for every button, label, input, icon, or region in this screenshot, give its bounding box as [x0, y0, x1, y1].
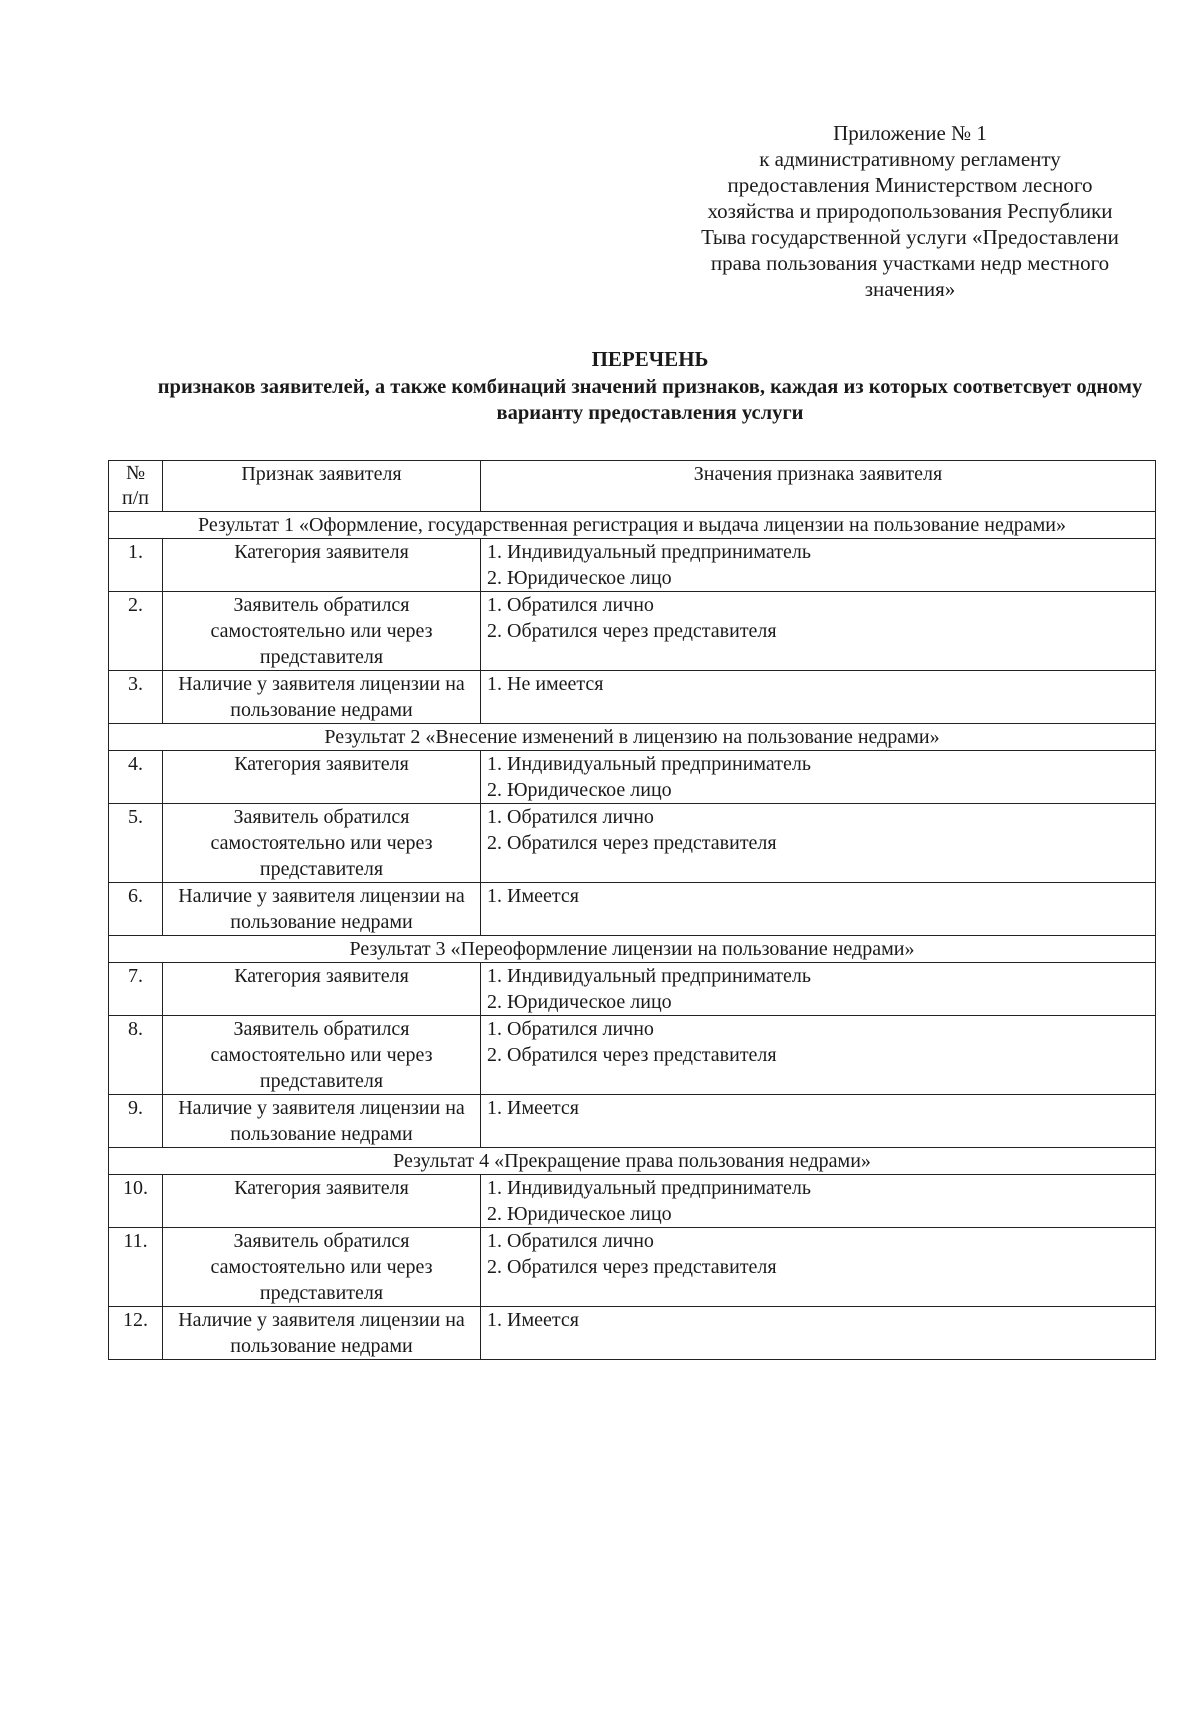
section-row: [109, 1148, 1156, 1175]
annex-line: предоставления Министерством лесного: [727, 173, 1093, 197]
row-number: 5.: [109, 804, 163, 883]
table-header-row: [109, 461, 1156, 512]
attribute-cell: Наличие у заявителя лицензии на пользование недрами: [163, 1095, 481, 1148]
attribute-cell: Наличие у заявителя лицензии на пользование недрами: [163, 883, 481, 936]
value-cell: [481, 1095, 1156, 1148]
section-title: Результат 1 «Оформление, государственная регистрация и выдача лицензии на пользование недрами»: [109, 512, 1156, 539]
row-number: 3.: [109, 671, 163, 724]
annex-line: хозяйства и природопользования Республики: [707, 199, 1113, 223]
annex-line: права пользования участками недр местного: [710, 251, 1110, 275]
value-item: 1. Индивидуальный предприниматель: [487, 965, 811, 987]
value-cell: [481, 1228, 1156, 1307]
value-item: 1. Обратился лично: [487, 806, 654, 828]
attribute-cell: Заявитель обратился самостоятельно или через представителя: [163, 804, 481, 883]
table-row: [109, 539, 1156, 592]
value-item: 2. Обратился через представителя: [487, 832, 777, 854]
section-title: Результат 2 «Внесение изменений в лицензию на пользование недрами»: [109, 724, 1156, 751]
document-title: ПЕРЕЧЕНЬ: [591, 347, 709, 371]
table-body: [109, 512, 1156, 1360]
row-number: 9.: [109, 1095, 163, 1148]
value-item: 1. Индивидуальный предприниматель: [487, 1177, 811, 1199]
table-row: [109, 751, 1156, 804]
value-cell: [481, 671, 1156, 724]
value-cell: [481, 804, 1156, 883]
table-row: [109, 963, 1156, 1016]
section-row: [109, 724, 1156, 751]
table-row: [109, 671, 1156, 724]
value-item: 1. Обратился лично: [487, 1230, 654, 1252]
section-row: [109, 936, 1156, 963]
header-value: Значения признака заявителя: [481, 461, 1156, 512]
header-number-line: п/п: [122, 487, 149, 509]
header-number-line: №: [125, 462, 146, 484]
attribute-cell: Наличие у заявителя лицензии на пользование недрами: [163, 1307, 481, 1360]
value-item: 2. Юридическое лицо: [487, 567, 672, 589]
table-row: [109, 1095, 1156, 1148]
annex-header: [655, 120, 1165, 302]
header-number: [109, 461, 163, 512]
value-cell: [481, 1016, 1156, 1095]
document-subtitle: признаков заявителей, а также комбинаций значений признаков, каждая из которых соответсвует одному варианту предоставления услуги: [157, 376, 1143, 424]
value-cell: [481, 963, 1156, 1016]
value-cell: [481, 751, 1156, 804]
table-row: [109, 1307, 1156, 1360]
value-cell: [481, 592, 1156, 671]
value-item: 2. Обратился через представителя: [487, 620, 777, 642]
value-item: 2. Юридическое лицо: [487, 779, 672, 801]
annex-line: к административному регламенту: [759, 147, 1061, 171]
section-title: Результат 3 «Переоформление лицензии на пользование недрами»: [109, 936, 1156, 963]
row-number: 8.: [109, 1016, 163, 1095]
row-number: 2.: [109, 592, 163, 671]
table-row: [109, 1228, 1156, 1307]
annex-line: Тыва государственной услуги «Предоставлени: [701, 225, 1119, 249]
table-row: [109, 883, 1156, 936]
annex-line: значения»: [864, 277, 956, 301]
value-cell: [481, 539, 1156, 592]
header-attribute: Признак заявителя: [163, 461, 481, 512]
attribute-cell: Категория заявителя: [163, 1175, 481, 1228]
value-item: 1. Обратился лично: [487, 594, 654, 616]
value-cell: [481, 1307, 1156, 1360]
value-item: 1. Не имеется: [487, 673, 604, 695]
value-item: 2. Обратился через представителя: [487, 1256, 777, 1278]
value-item: 2. Обратился через представителя: [487, 1044, 777, 1066]
attribute-cell: Заявитель обратился самостоятельно или через представителя: [163, 1016, 481, 1095]
value-item: 2. Юридическое лицо: [487, 991, 672, 1013]
value-item: 2. Юридическое лицо: [487, 1203, 672, 1225]
value-item: 1. Индивидуальный предприниматель: [487, 541, 811, 563]
value-item: 1. Имеется: [487, 885, 579, 907]
table-row: [109, 804, 1156, 883]
attribute-cell: Заявитель обратился самостоятельно или через представителя: [163, 592, 481, 671]
attribute-cell: Категория заявителя: [163, 963, 481, 1016]
attribute-cell: Заявитель обратился самостоятельно или через представителя: [163, 1228, 481, 1307]
value-item: 1. Обратился лично: [487, 1018, 654, 1040]
row-number: 11.: [109, 1228, 163, 1307]
table-row: [109, 592, 1156, 671]
criteria-table: [108, 460, 1156, 1360]
table-row: [109, 1175, 1156, 1228]
row-number: 10.: [109, 1175, 163, 1228]
row-number: 6.: [109, 883, 163, 936]
row-number: 7.: [109, 963, 163, 1016]
annex-line: Приложение № 1: [833, 121, 987, 145]
attribute-cell: Категория заявителя: [163, 539, 481, 592]
row-number: 4.: [109, 751, 163, 804]
value-cell: [481, 883, 1156, 936]
row-number: 1.: [109, 539, 163, 592]
value-item: 1. Индивидуальный предприниматель: [487, 753, 811, 775]
row-number: 12.: [109, 1307, 163, 1360]
attribute-cell: Категория заявителя: [163, 751, 481, 804]
section-row: [109, 512, 1156, 539]
section-title: Результат 4 «Прекращение права пользования недрами»: [109, 1148, 1156, 1175]
value-item: 1. Имеется: [487, 1309, 579, 1331]
value-cell: [481, 1175, 1156, 1228]
table-row: [109, 1016, 1156, 1095]
value-item: 1. Имеется: [487, 1097, 579, 1119]
attribute-cell: Наличие у заявителя лицензии на пользование недрами: [163, 671, 481, 724]
